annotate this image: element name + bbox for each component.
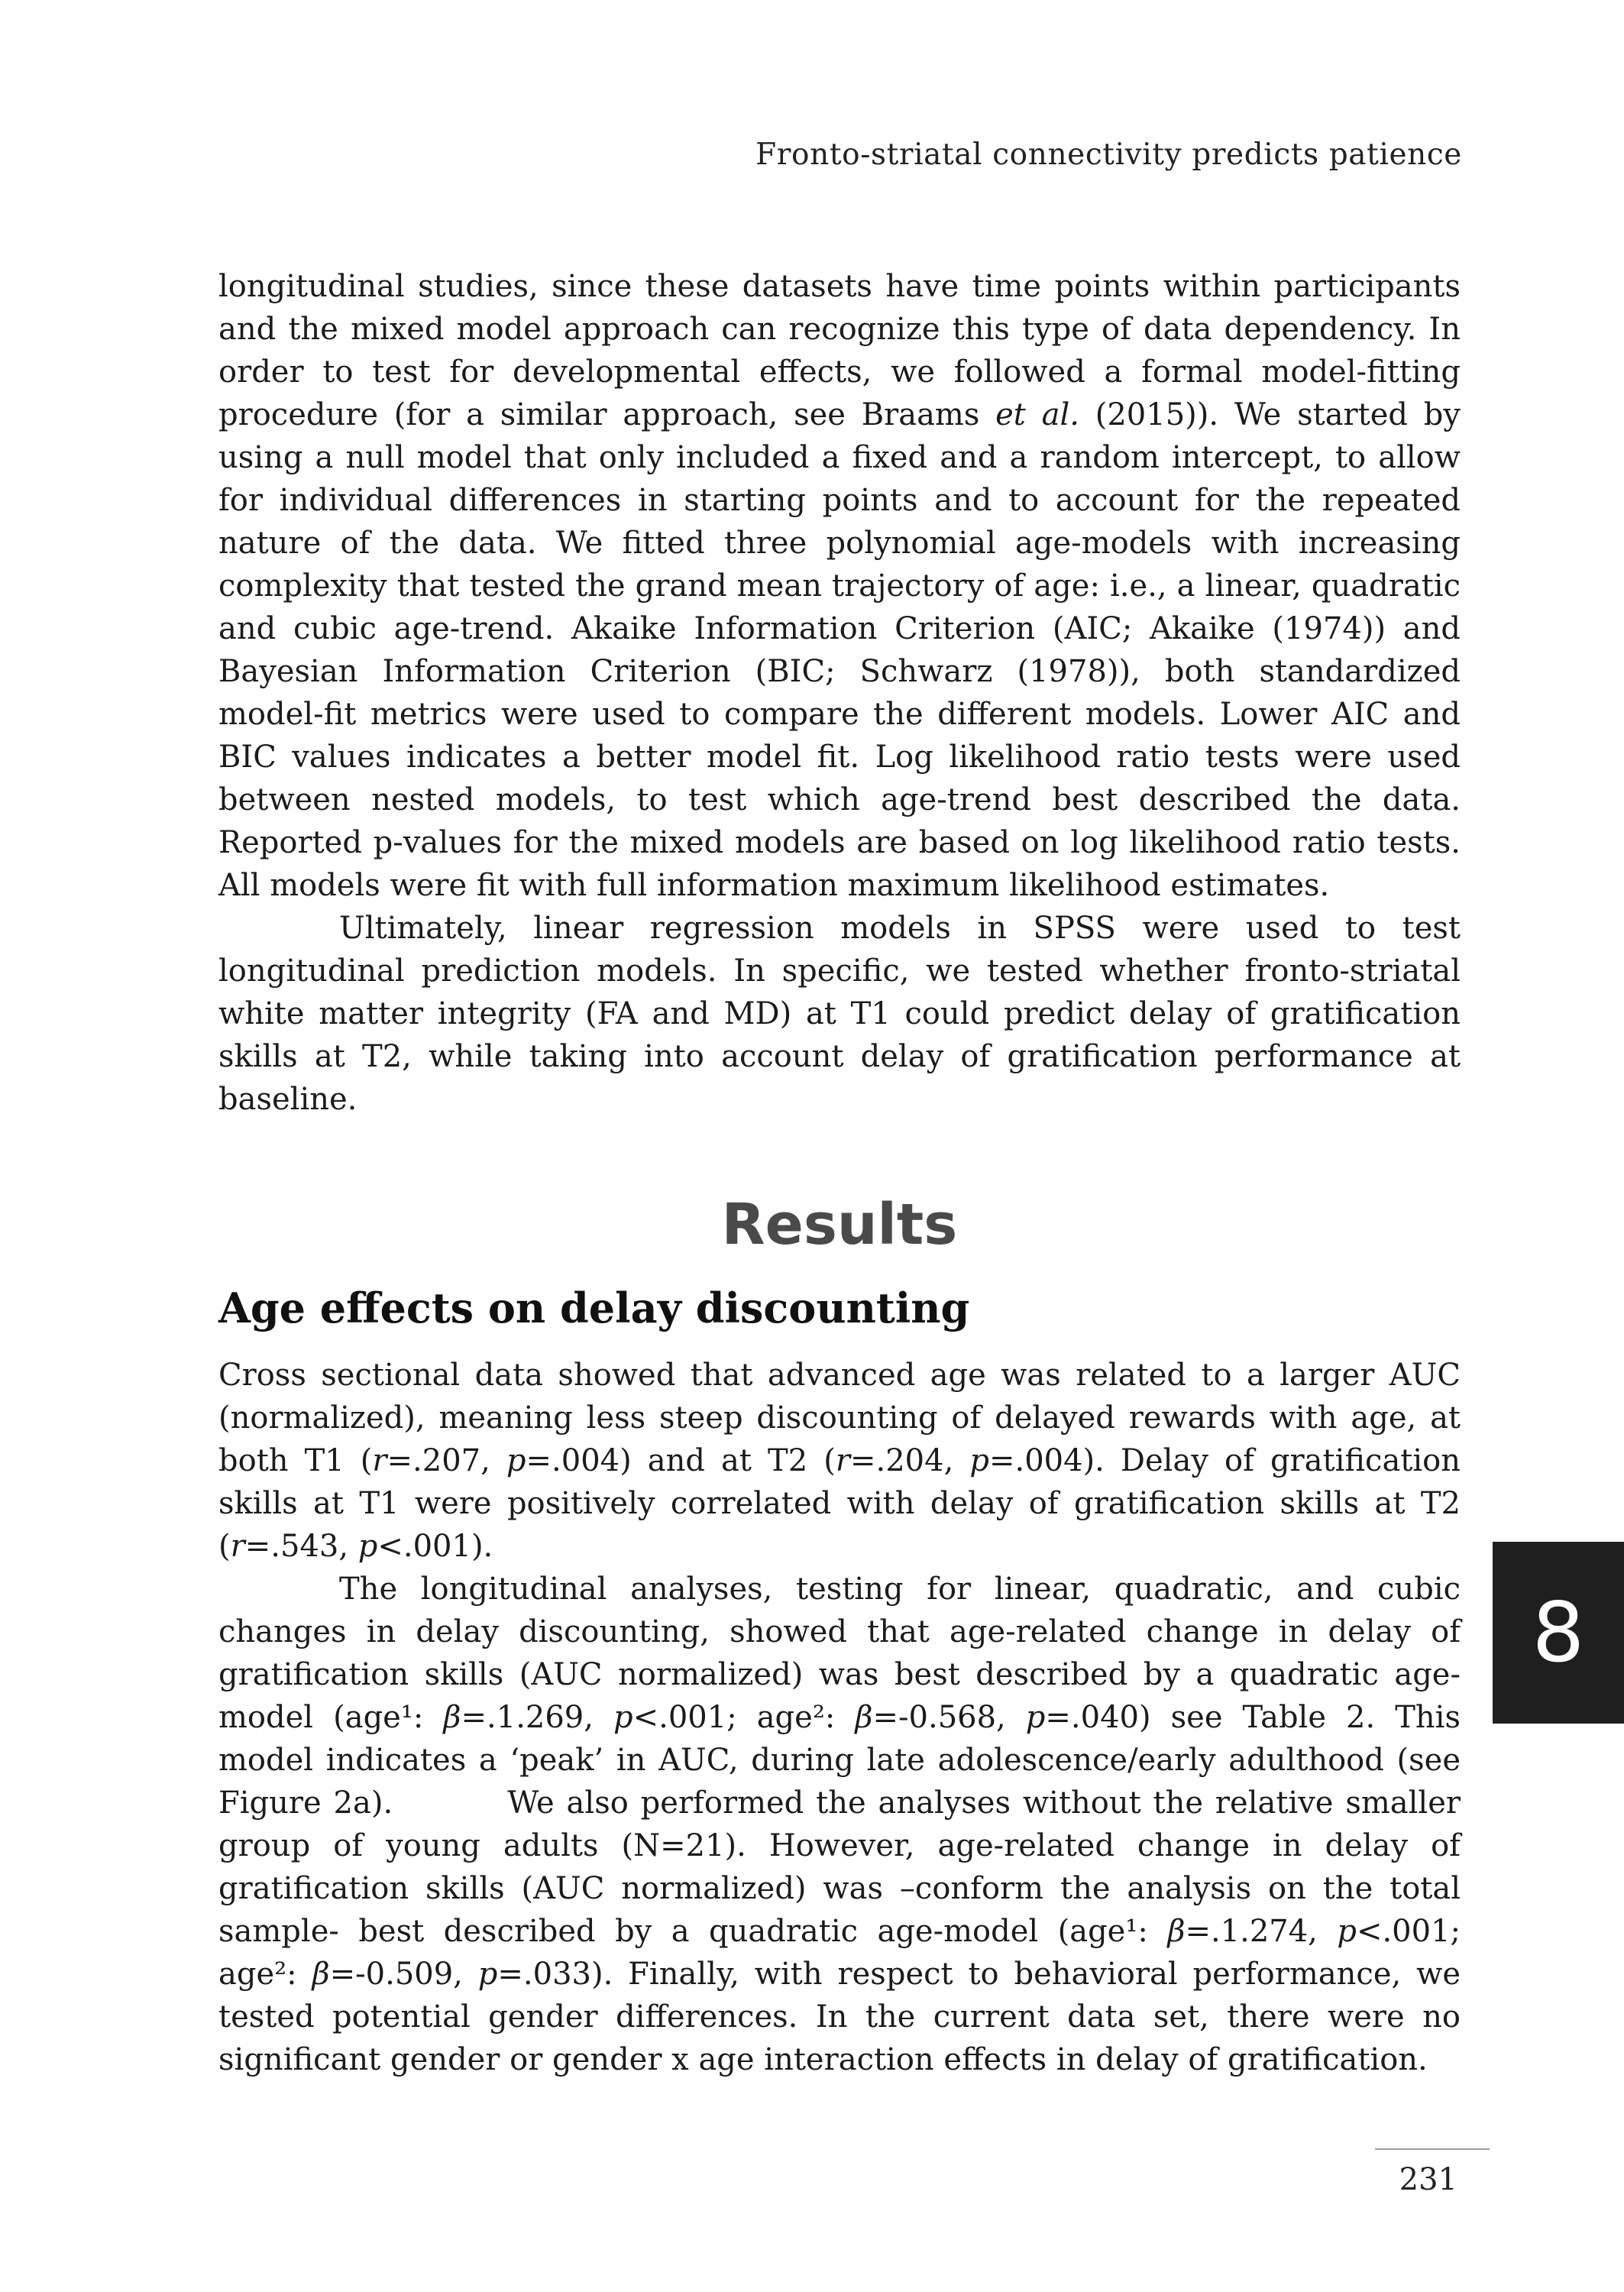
subsection-title: Age effects on delay discounting (218, 1284, 970, 1332)
text-run: (2015)). We started by using a null model that only included a fixed and a random intercept, to allow for individual differences in starting points and to account for the repeated nature of the data. We fitted three polynomial age-models with increasing complexity that tested the grand mean trajectory of age: i.e., a linear, quadratic and cubic age-trend. Akaike Information Criterion (AIC; Akaike (1974)) and Bayesian Information Criterion (BIC; Schwarz (1978)), both standardized model-fit metrics were used to compare the different models. Lower AIC and BIC values indicates a better model fit. Log likelihood ratio tests were used between nested models, to test which age-trend best described the data. Reported p-values for the mixed models are based on log likelihood ratio tests. All models were fit with full information maximum likelihood estimates. (218, 397, 1461, 903)
text-run: =.204, (849, 1443, 970, 1478)
italic-symbol: p (506, 1443, 526, 1478)
text-run: <.001; age²: (632, 1700, 856, 1735)
italic-symbol: r (230, 1529, 245, 1564)
italic-symbol: p (969, 1443, 989, 1478)
italic-symbol: β (1167, 1914, 1186, 1949)
text-run: =.033). Finally, with respect to behavioral performance, we tested potential gender differences. In the current data set, there were no significant gender or gender x age interaction effects in delay of gratification. (218, 1957, 1461, 2077)
text-run: =.1.274, (1185, 1914, 1338, 1949)
chapter-tab: 8 (1493, 1542, 1624, 1724)
results-text (218, 1354, 1461, 2081)
running-head: Fronto-striatal connectivity predicts patience (755, 138, 1462, 172)
italic-symbol: p (613, 1700, 633, 1735)
italic-run: et al. (995, 397, 1079, 432)
italic-symbol: β (312, 1957, 330, 1992)
italic-symbol: p (477, 1957, 498, 1992)
text-run: =.004). Delay of gratification skills at T1 were positively correlated with delay of gratification skills at T2 ( (218, 1443, 1461, 1564)
text-run: =.207, (387, 1443, 506, 1478)
methods-paragraph-1 (218, 265, 1461, 907)
italic-symbol: p (1025, 1700, 1046, 1735)
text-run: longitudinal studies, since these datasets have time points within participants and the mixed model approach can recognize this type of data dependency. In order to test for developmental effects, we followed a formal model-fitting procedure (for a similar approach, see Braams (218, 269, 1461, 432)
text-run: =.040) see Table 2. This model indicates a ‘peak’ in AUC, during late adolescence/early adulthood (see Figure 2a). (218, 1700, 1461, 1821)
italic-symbol: p (1337, 1914, 1357, 1949)
italic-symbol: p (357, 1529, 378, 1564)
footer-rule (1375, 2148, 1490, 2150)
section-title: Results (721, 1192, 958, 1258)
text-run: <.001; age²: (218, 1914, 1461, 1992)
text-run: <.001). (377, 1529, 493, 1564)
text-run: Cross sectional data showed that advanced age was related to a larger AUC (normalized), meaning less steep discounting of delayed rewards with age, at both T1 ( (218, 1358, 1461, 1478)
text-run: =.1.269, (461, 1700, 614, 1735)
italic-symbol: r (372, 1443, 387, 1478)
italic-symbol: β (855, 1700, 873, 1735)
text-run: =-0.568, (872, 1700, 1026, 1735)
page-number: 231 (1399, 2162, 1457, 2197)
text-run: =.004) and at T2 ( (526, 1443, 836, 1478)
methods-paragraph-2: Ultimately, linear regression models in SPSS were used to test longitudinal prediction models. In specific, we tested whether fronto-striatal white matter integrity (FA and MD) at T1 could predict delay of gratification skills at T2, while taking into account delay of gratification performance at baseline. (218, 911, 1461, 1117)
results-paragraph-1 (218, 1354, 1461, 1568)
italic-symbol: β (443, 1700, 461, 1735)
text-run: =-0.509, (329, 1957, 478, 1992)
results-paragraph-2 (218, 1568, 1461, 2081)
text-run: The longitudinal analyses, testing for linear, quadratic, and cubic changes in delay discounting, showed that age-related change in delay of gratification skills (AUC normalized) was best described by a quadratic age-model (age¹: (218, 1572, 1461, 1735)
text-run: =.543, (244, 1529, 358, 1564)
text-run: We also performed the analyses without the relative smaller group of young adults (N=21). However, age-related change in delay of gratification skills (AUC normalized) was –conform the analysis on the total sample- best described by a quadratic age-model (age¹: (218, 1785, 1461, 1949)
italic-symbol: r (835, 1443, 850, 1478)
methods-text (218, 265, 1461, 1121)
